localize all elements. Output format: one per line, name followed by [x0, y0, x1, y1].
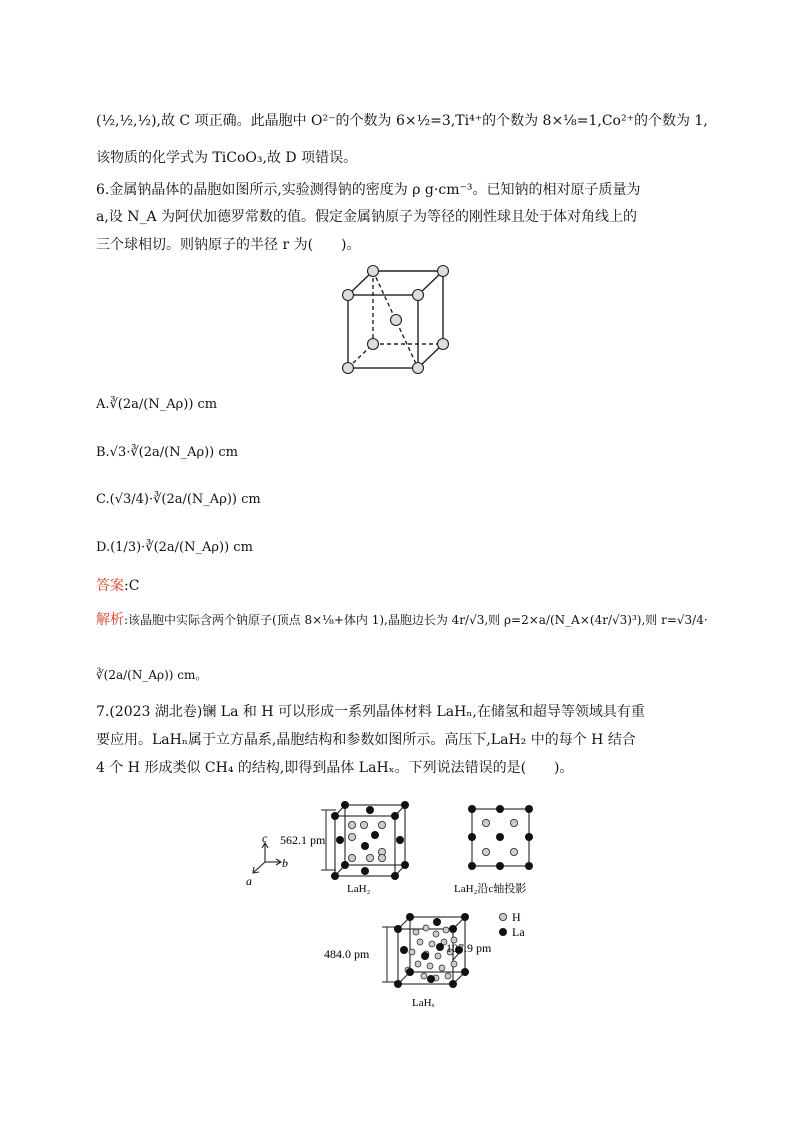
legend-h-icon	[499, 913, 506, 920]
legend-h: H	[512, 910, 521, 924]
lahx-dimension: 484.0 pm	[324, 947, 370, 961]
hh-distance: 107.9 pm	[446, 941, 492, 955]
legend-la: La	[512, 925, 525, 939]
q6-option-d: D.(1/3)·∛(2a/(N_Aρ)) cm	[96, 540, 253, 555]
axis-a-label: a	[246, 874, 252, 888]
carryover-line-2: 该物质的化学式为 TiCoO₃,故 D 项错误。	[96, 150, 358, 166]
lahx-label: LaHₓ	[412, 997, 435, 1009]
lahn-figure	[240, 792, 560, 1017]
axis-b-label: b	[282, 856, 288, 870]
carryover-line-1: (½,½,½),故 C 项正确。此晶胞中 O²⁻的个数为 6×½=3,Ti⁴⁺的个数为 8×⅛=1,Co²⁺的个数为 1,	[96, 113, 708, 129]
answer-text: :C	[124, 578, 140, 594]
q7-stem-line-3: 4 个 H 形成类似 CH₄ 的结构,即得到晶体 LaHₓ。下列说法错误的是( )。	[96, 760, 574, 776]
projection-label: LaH₂沿c轴投影	[454, 883, 527, 895]
axes-icon	[253, 843, 281, 873]
projection-cell	[468, 805, 533, 870]
q7-stem-line-1: 7.(2023 湖北卷)镧 La 和 H 可以形成一系列晶体材料 LaHₙ,在储氢和超导等领域具有重	[96, 704, 645, 720]
q6-option-c: C.(√3/4)·∛(2a/(N_Aρ)) cm	[96, 492, 261, 507]
legend-la-icon	[499, 928, 507, 936]
q6-analysis-line-1	[96, 610, 708, 630]
q6-stem-line-3: 三个球相切。则钠原子的半径 r 为( )。	[96, 237, 361, 253]
answer-label: 答案	[96, 578, 124, 594]
q6-stem-line-1: 6.金属钠晶体的晶胞如图所示,实验测得钠的密度为 ρ g·cm⁻³。已知钠的相对原子质量为	[96, 182, 641, 198]
q6-stem-line-2: a,设 N_A 为阿伏加德罗常数的值。假定金属钠原子为等径的刚性球且处于体对角线上的	[96, 209, 638, 225]
q6-answer	[96, 576, 139, 596]
q7-stem-line-2: 要应用。LaHₙ属于立方晶系,晶胞结构和参数如图所示。高压下,LaH₂ 中的每个 H 结合	[96, 732, 636, 748]
analysis-label: 解析	[96, 612, 124, 628]
lah2-dimension: 562.1 pm	[280, 833, 326, 847]
q6-option-a: A.∛(2a/(N_Aρ)) cm	[96, 397, 218, 412]
axis-c-label: c	[262, 831, 268, 845]
analysis-text-1: :该晶胞中实际含两个钠原子(顶点 8×⅛+体内 1),晶胞边长为 4r/√3,则 ρ=2×a/(N_A×(4r/√3)³),则 r=√3/4·	[124, 613, 708, 627]
q6-option-b: B.√3·∛(2a/(N_Aρ)) cm	[96, 445, 238, 460]
lah2-la-atoms	[331, 801, 409, 880]
lah2-label: LaH₂	[347, 883, 371, 895]
bcc-cell-figure	[335, 262, 460, 377]
lah2-h-atoms	[348, 821, 385, 861]
q6-analysis-line-2: ∛(2a/(N_Aρ)) cm。	[96, 668, 208, 682]
